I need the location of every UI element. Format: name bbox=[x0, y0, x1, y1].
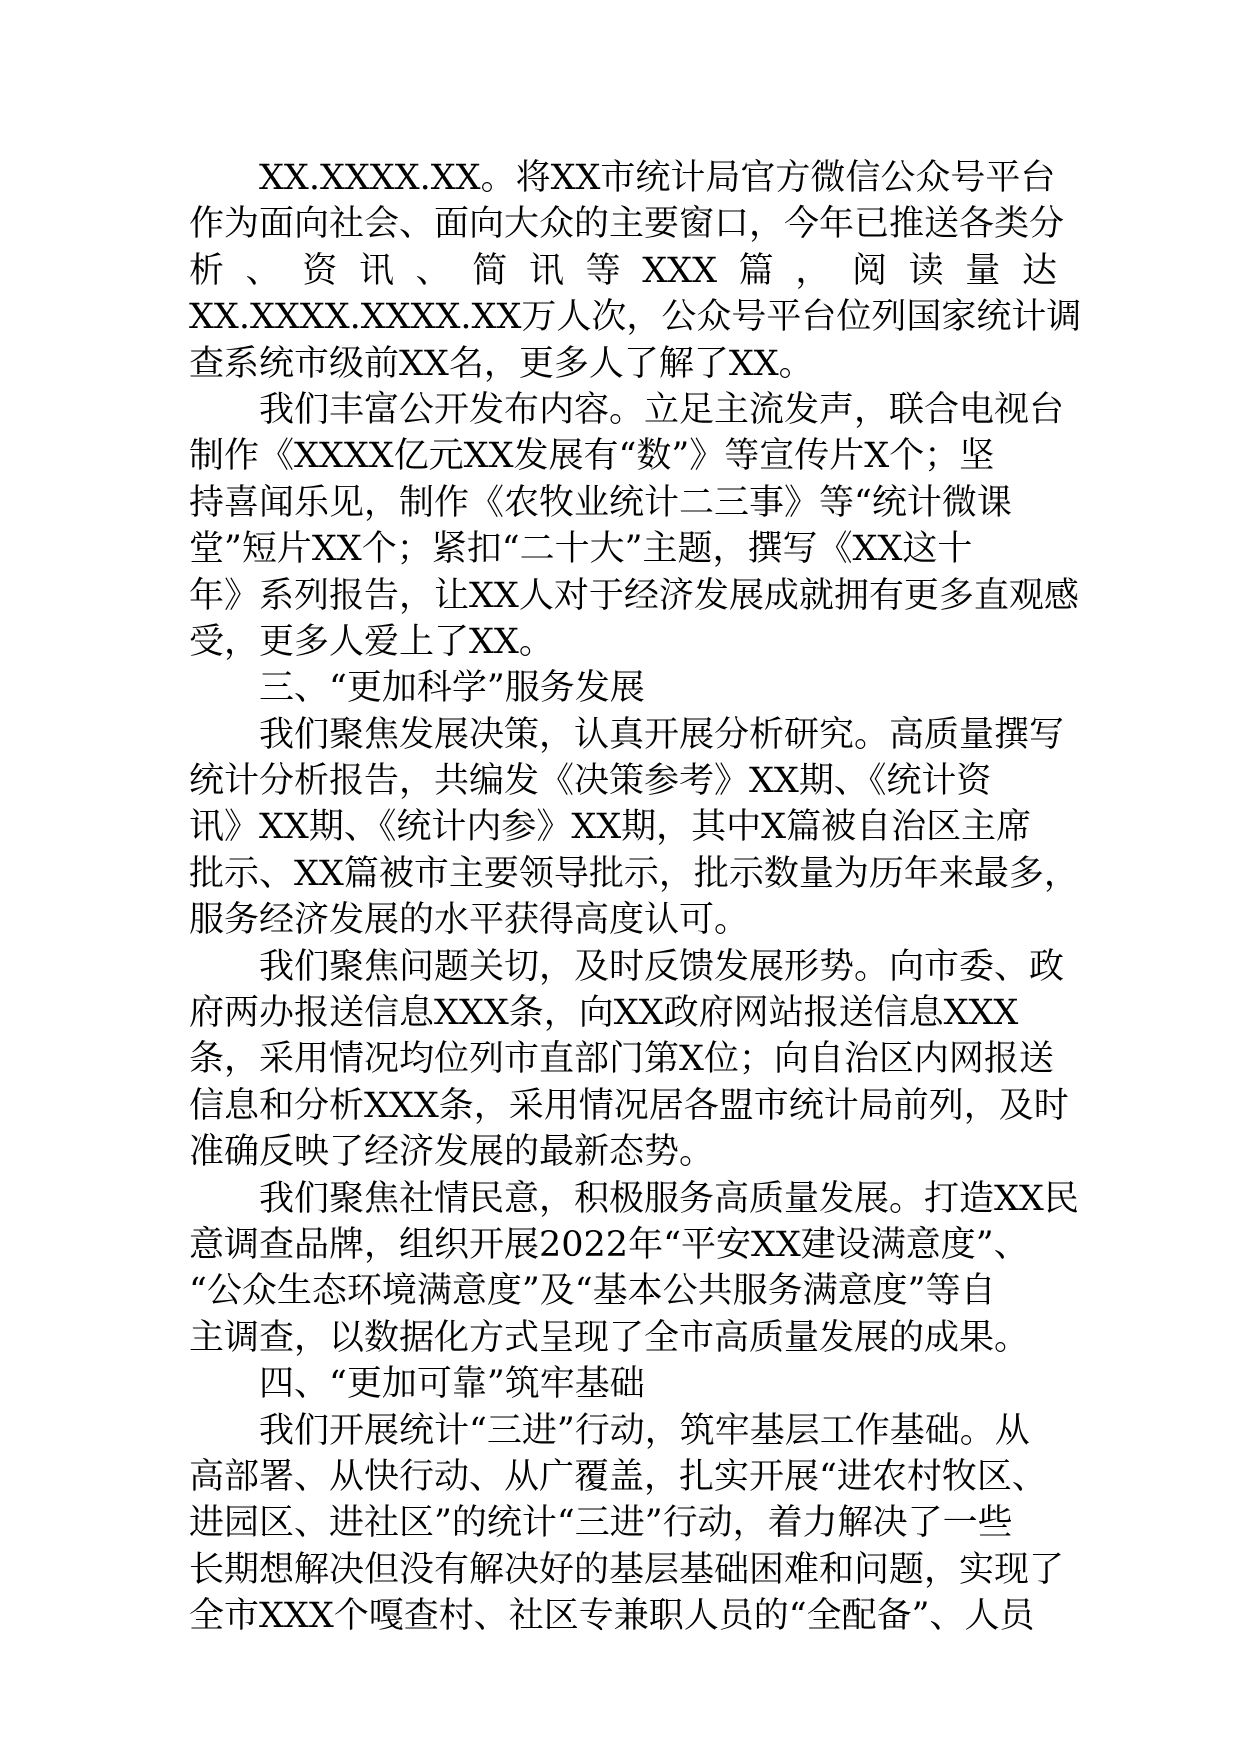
text-line: 意调查品牌，组织开展2022年“平安XX建设满意度”、 bbox=[189, 1224, 1029, 1265]
document-page bbox=[189, 155, 1082, 1640]
text-token: 简 bbox=[472, 250, 508, 291]
text-token: 等 bbox=[585, 250, 621, 291]
text-line: XX.XXXX.XXXX.XX万人次，公众号平台位列国家统计调 bbox=[189, 297, 1082, 338]
text-line: 条，采用情况均位列市直部门第X位；向自治区内网报送 bbox=[189, 1039, 1054, 1080]
paragraph bbox=[189, 1408, 1065, 1640]
text-line: 三、“更加科学”服务发展 bbox=[259, 668, 645, 709]
text-line: 信息和分析XXX条，采用情况居各盟市统计局前列，及时 bbox=[189, 1085, 1069, 1126]
text-line: 查系统市级前XX名，更多人了解了XX。 bbox=[189, 343, 814, 384]
text-line: XX.XXXX.XX。将XX市统计局官方微信公众号平台 bbox=[259, 158, 1056, 198]
text-line: 受，更多人爱上了XX。 bbox=[189, 621, 554, 662]
text-line: 全市XXX个嘎查村、社区专兼职人员的“全配备”、人员 bbox=[189, 1596, 1035, 1637]
text-line: 长期想解决但没有解决好的基层基础困难和问题，实现了 bbox=[189, 1549, 1065, 1590]
text-line: 府两办报送信息XXX条，向XX政府网站报送信息XXX bbox=[189, 993, 1019, 1034]
section-heading bbox=[189, 1361, 1057, 1407]
text-line: 统计分析报告，共编发《决策参考》XX期、《统计资 bbox=[189, 761, 992, 802]
text-token: ， bbox=[795, 250, 831, 291]
text-line: 讯》XX期、《统计内参》XX期，其中X篇被自治区主席 bbox=[189, 807, 1032, 848]
paragraph bbox=[189, 387, 1079, 665]
text-line: 批示、XX篇被市主要领导批示，批示数量为历年来最多， bbox=[189, 853, 1079, 894]
text-line: 我们聚焦问题关切，及时反馈发展形势。向市委、政 bbox=[259, 946, 1065, 987]
text-line bbox=[189, 248, 1057, 294]
text-line: 服务经济发展的水平获得高度认可。 bbox=[189, 900, 750, 941]
text-token: 篇 bbox=[738, 250, 774, 291]
text-token: 阅 bbox=[851, 250, 887, 291]
text-line: 准确反映了经济发展的最新态势。 bbox=[189, 1132, 715, 1173]
text-line: 持喜闻乐见，制作《农牧业统计二三事》等“统计微课 bbox=[189, 482, 1012, 523]
text-line: 进园区、进社区”的统计“三进”行动，着力解决了一些 bbox=[189, 1503, 1013, 1544]
text-line: 我们开展统计“三进”行动，筑牢基层工作基础。从 bbox=[259, 1410, 1030, 1451]
text-line: 四、“更加可靠”筑牢基础 bbox=[259, 1364, 645, 1405]
text-token: XXX bbox=[642, 250, 718, 291]
text-line: 作为面向社会、面向大众的主要窗口，今年已推送各类分 bbox=[189, 204, 1065, 245]
paragraph bbox=[189, 1176, 1079, 1362]
text-token: 读 bbox=[908, 250, 944, 291]
text-line: 年》系列报告，让XX人对于经济发展成就拥有更多直观感 bbox=[189, 575, 1079, 616]
text-line: 制作《XXXX亿元XX发展有“数”》等宣传片X个；坚 bbox=[189, 436, 995, 477]
text-line: 高部署、从快行动、从广覆盖，扎实开展“进农村牧区、 bbox=[189, 1456, 1047, 1497]
paragraph bbox=[189, 944, 1069, 1176]
section-heading bbox=[189, 665, 1057, 711]
text-token: 析 bbox=[189, 250, 225, 291]
text-line: 堂”短片XX个；紧扣“二十大”主题，撰写《XX这十 bbox=[189, 529, 973, 570]
paragraph bbox=[189, 155, 1082, 387]
paragraph bbox=[189, 712, 1079, 944]
text-token: 达 bbox=[1021, 250, 1057, 291]
text-line: 我们丰富公开发布内容。立足主流发声，联合电视台 bbox=[259, 389, 1065, 430]
text-token: 讯 bbox=[358, 250, 394, 291]
text-token: 资 bbox=[302, 250, 338, 291]
text-token: 、 bbox=[245, 250, 281, 291]
text-token: 量 bbox=[965, 250, 1001, 291]
text-line: “公众生态环境满意度”及“基本公共服务满意度”等自 bbox=[189, 1271, 996, 1312]
text-token: 讯 bbox=[528, 250, 564, 291]
text-line: 我们聚焦发展决策，认真开展分析研究。高质量撰写 bbox=[259, 714, 1065, 755]
text-line: 主调查，以数据化方式呈现了全市高质量发展的成果。 bbox=[189, 1317, 1030, 1358]
text-line: 我们聚焦社情民意，积极服务高质量发展。打造XX民 bbox=[259, 1178, 1079, 1219]
text-token: 、 bbox=[415, 250, 451, 291]
